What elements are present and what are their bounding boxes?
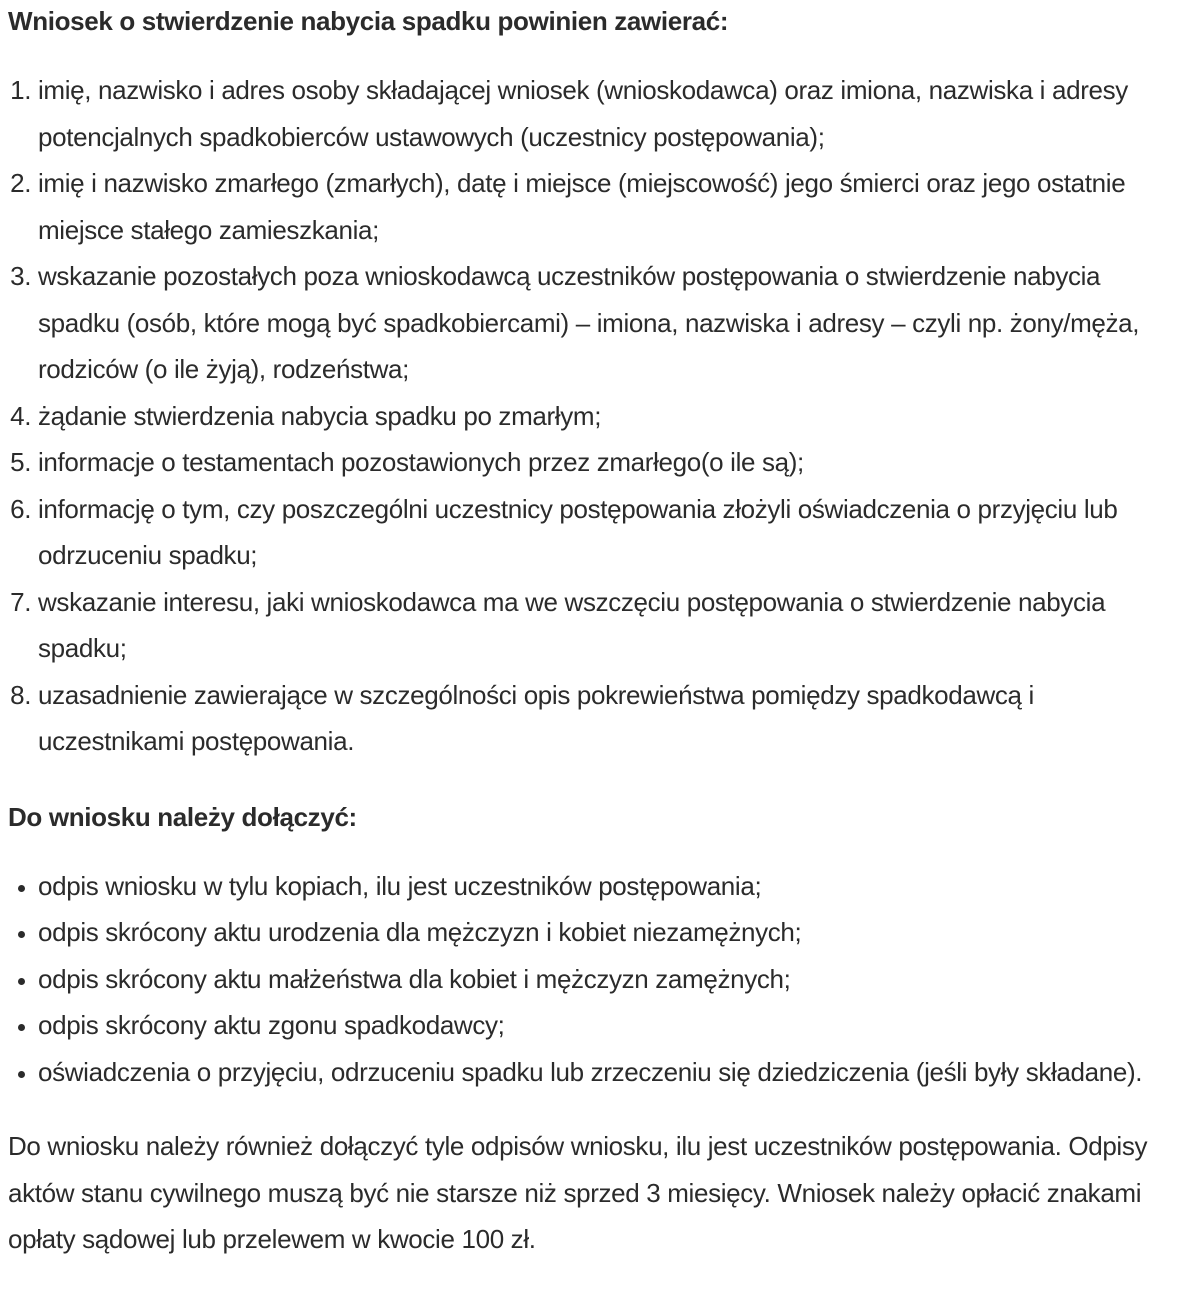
list-item: • odpis wniosku w tylu kopiach, ilu jest uczestników postępowania; [38, 863, 1168, 910]
article-content [8, 0, 1168, 1263]
list-item: • oświadczenia o przyjęciu, odrzuceniu spadku lub zrzeczeniu się dziedziczenia (jeśli były składane). [38, 1049, 1168, 1096]
bottom-fade [0, 1262, 1194, 1302]
list-item: 1. imię, nazwisko i adres osoby składającej wniosek (wnioskodawca) oraz imiona, nazwiska i adresy potencjalnych spadkobierców ustawowych (uczestnicy postępowania); [38, 67, 1168, 160]
list-item: • odpis skrócony aktu urodzenia dla mężczyzn i kobiet niezamężnych; [38, 909, 1168, 956]
list-item: 3. wskazanie pozostałych poza wnioskodawcą uczestników postępowania o stwierdzenie nabycia spadku (osób, które mogą być spadkobiercami) – imiona, nazwiska i adresy – czyli np. żony/męża, rodziców (o ile żyją), rodzeństwa; [38, 253, 1168, 393]
list-item: • odpis skrócony aktu małżeństwa dla kobiet i mężczyzn zamężnych; [38, 956, 1168, 1003]
list-item: 6. informację o tym, czy poszczególni uczestnicy postępowania złożyli oświadczenia o przyjęciu lub odrzuceniu spadku; [38, 486, 1168, 579]
requirements-list [8, 67, 1168, 765]
list-item: 7. wskazanie interesu, jaki wnioskodawca ma we wszczęciu postępowania o stwierdzenie nabycia spadku; [38, 579, 1168, 672]
list-item: 4. żądanie stwierdzenia nabycia spadku po zmarłym; [38, 393, 1168, 440]
list-item: 5. informacje o testamentach pozostawionych przez zmarłego(o ile są); [38, 439, 1168, 486]
attachments-list [8, 863, 1168, 1096]
list-item: 8. uzasadnienie zawierające w szczególności opis pokrewieństwa pomiędzy spadkodawcą i uczestnikami postępowania. [38, 672, 1168, 765]
requirements-heading: Wniosek o stwierdzenie nabycia spadku powinien zawierać: [8, 6, 729, 36]
list-item: 2. imię i nazwisko zmarłego (zmarłych), datę i miejsce (miejscowość) jego śmierci oraz jego ostatnie miejsce stałego zamieszkania; [38, 160, 1168, 253]
attachments-heading: Do wniosku należy dołączyć: [8, 801, 357, 832]
list-item: • odpis skrócony aktu zgonu spadkodawcy; [38, 1002, 1168, 1049]
closing-paragraph: Do wniosku należy również dołączyć tyle odpisów wniosku, ilu jest uczestników postępowania. Odpisy aktów stanu cywilnego muszą być nie starsze niż sprzed 3 miesięcy. Wniosek należy opłacić znakami opłaty sądowej lub przelewem w kwocie 100 zł. [8, 1131, 1148, 1254]
